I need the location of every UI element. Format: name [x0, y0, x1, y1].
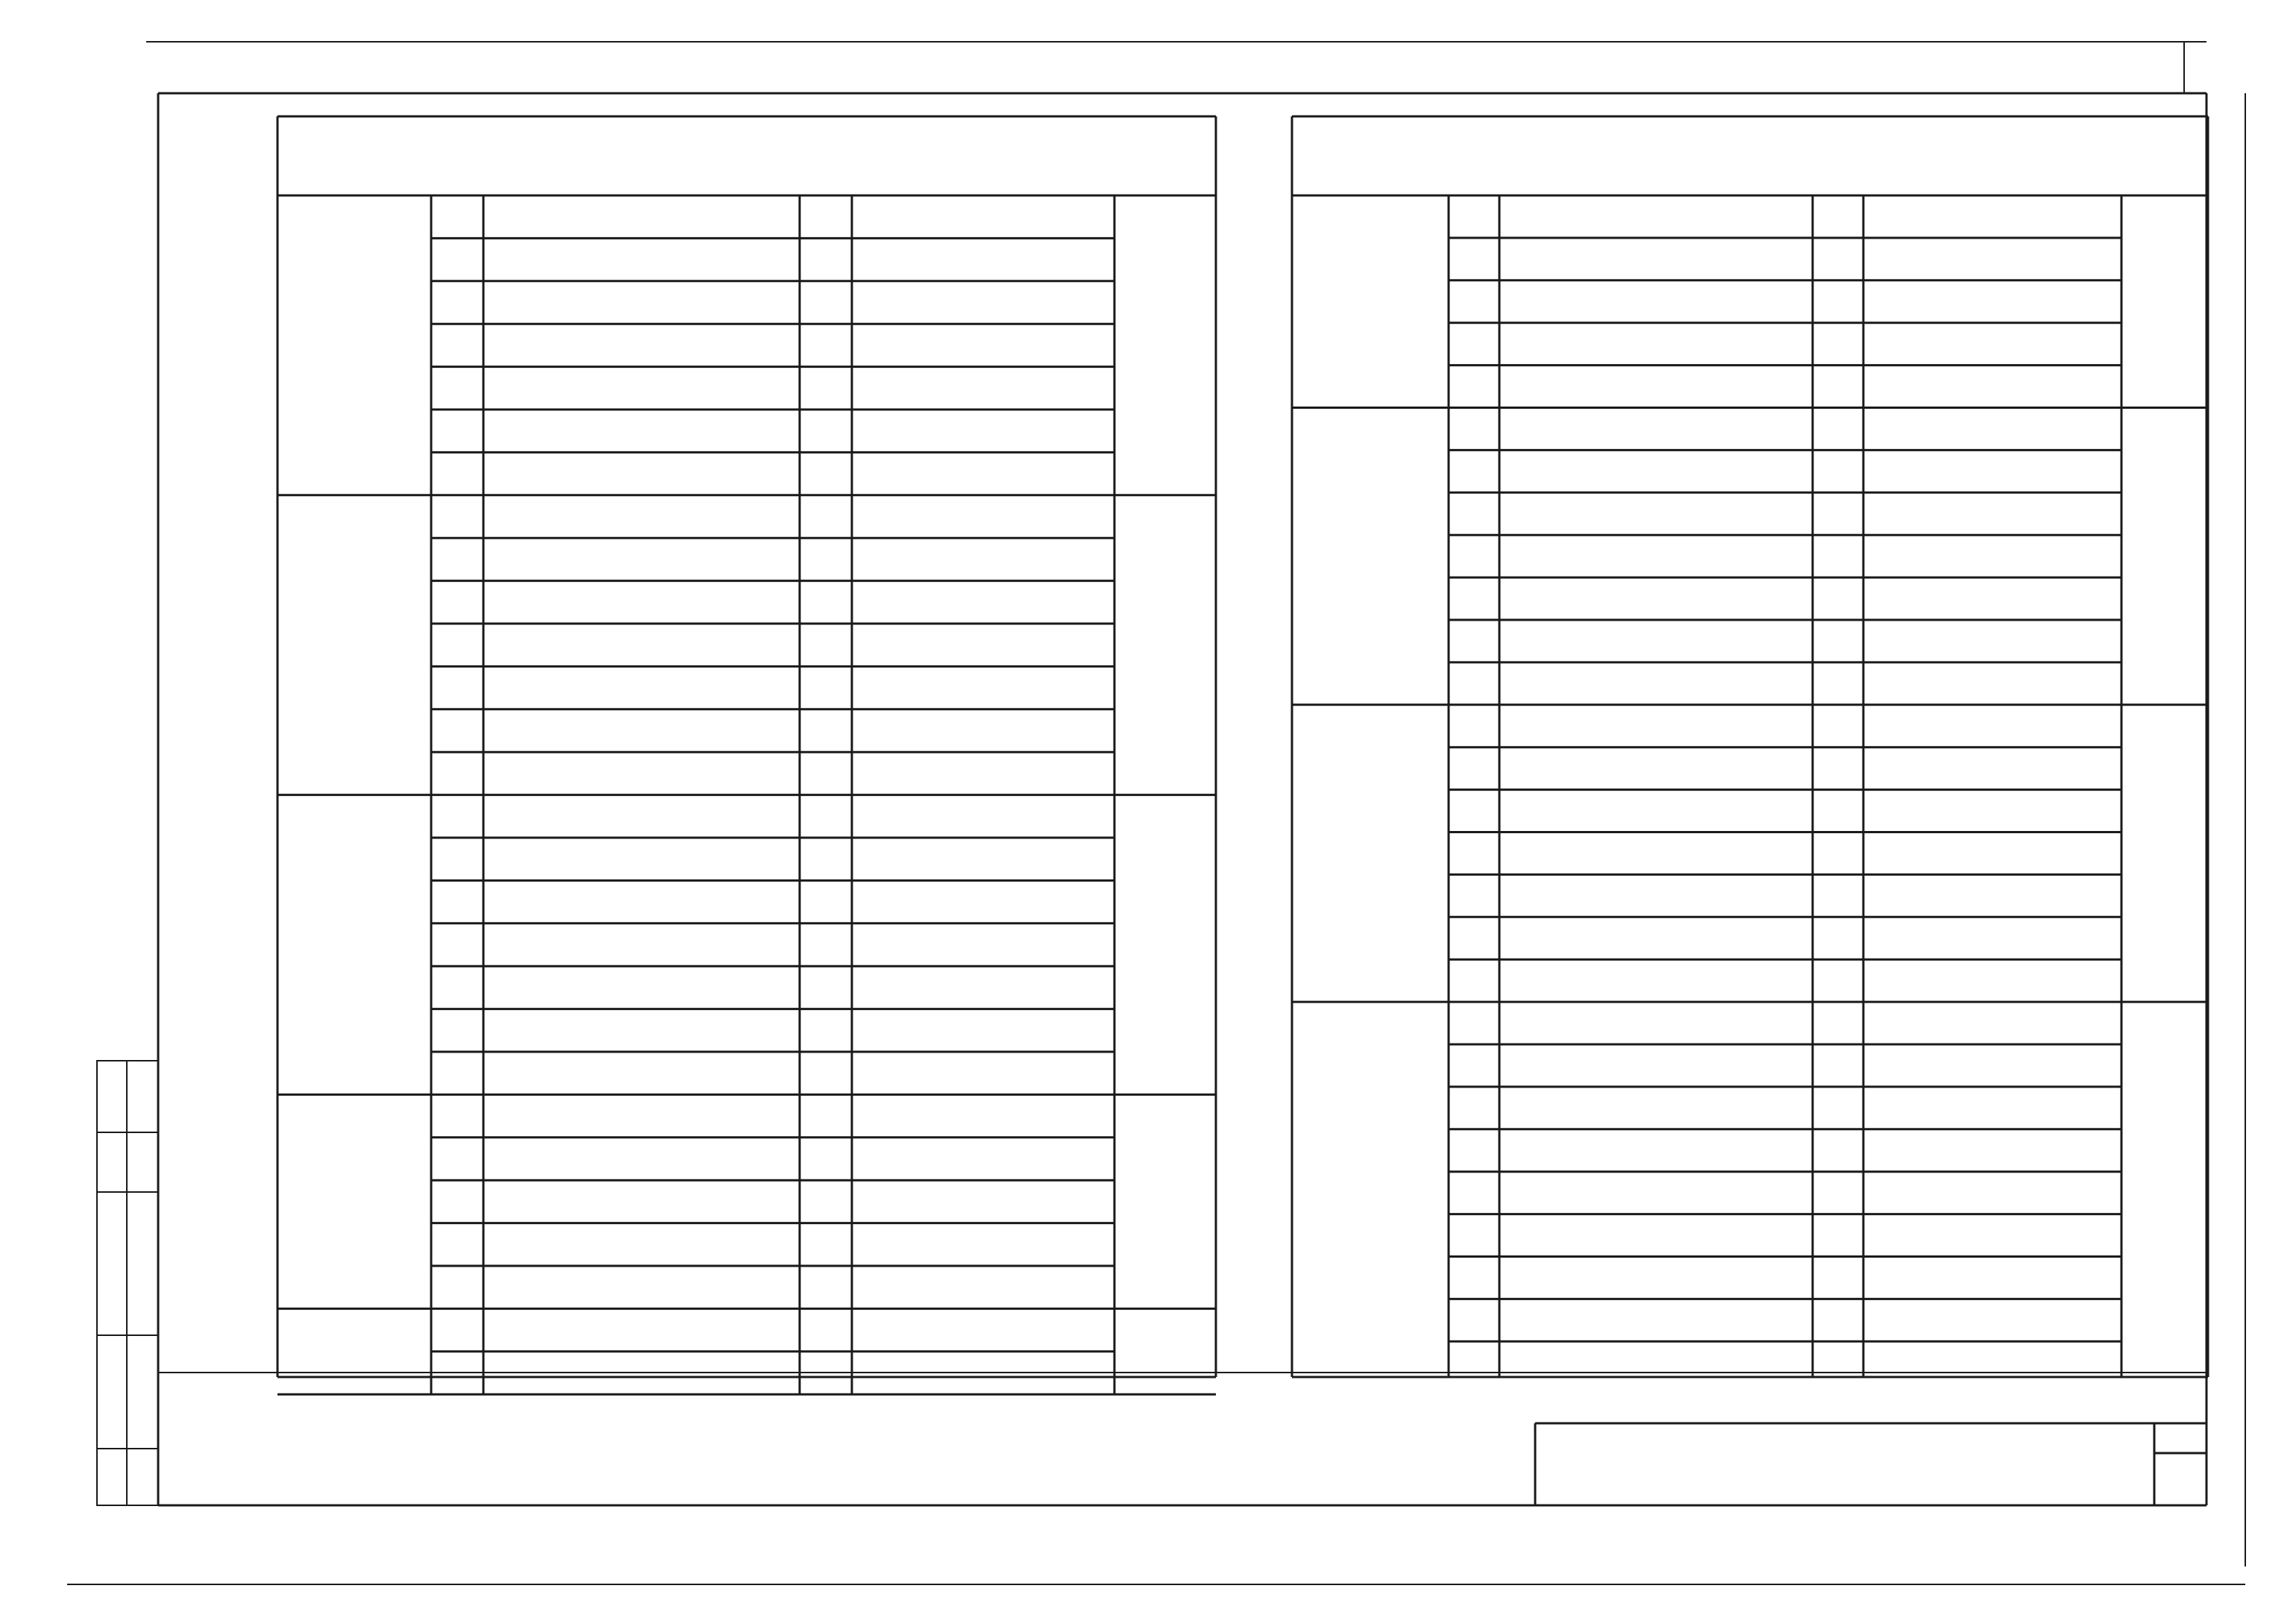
sheet-frame	[67, 42, 2245, 1584]
table-grid	[277, 116, 2208, 1394]
side-stamp-frame	[97, 1061, 158, 1505]
